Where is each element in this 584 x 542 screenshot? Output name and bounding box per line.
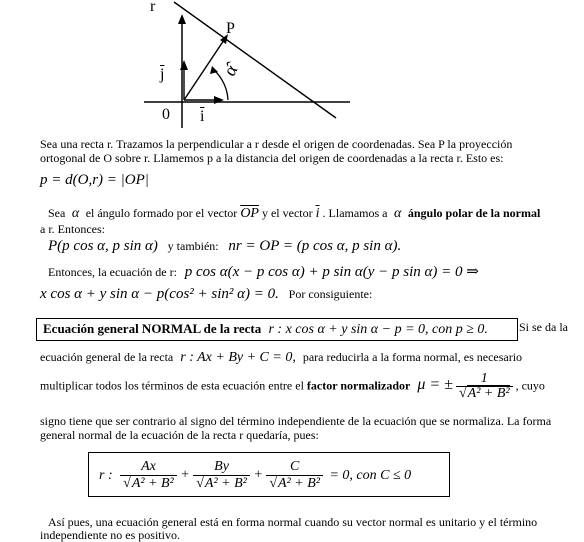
multiply-part1: multiplicar todos los términos de esta ecuación entre el (40, 378, 304, 393)
also-label: y también: (167, 239, 219, 253)
mu-denominator-radicand: A² + B² (467, 386, 510, 401)
final-num-2: By (193, 459, 250, 476)
polar-angle-term: ángulo polar de la normal (407, 206, 541, 220)
side-note-text: Si se da la (519, 320, 568, 334)
alpha-part1: Sea (48, 206, 66, 220)
alpha-symbol: α (68, 206, 83, 221)
vec-op: $\overline{OP}$ (240, 206, 259, 221)
mu-symbol: μ = ± (417, 376, 453, 394)
figure-label-origin: 0 (162, 106, 170, 123)
figure-label-r: r (150, 0, 156, 15)
mu-denominator: √A² + B² (458, 386, 510, 401)
eq-distance (40, 172, 149, 189)
final-frac-2 (193, 459, 250, 492)
alpha-symbol-2: α (390, 206, 405, 221)
eq-then-row (48, 262, 479, 281)
mu-numerator: 1 (456, 372, 513, 387)
general-part2: para reducirla a la forma normal, es necesario (302, 350, 523, 364)
normalizing-factor-term: factor normalizador (306, 378, 411, 393)
figure-label-i (200, 108, 204, 126)
alpha-para-line-1 (48, 206, 540, 221)
final-den-1-radicand: A² + B² (131, 476, 174, 491)
final-den-3: √A² + B² (269, 476, 320, 491)
final-den-2: √A² + B² (196, 476, 247, 491)
side-note (518, 320, 568, 334)
figure-j-text: $\overline{j}$ (160, 66, 165, 83)
eq-expanded-row (40, 286, 372, 303)
figure-label-j (160, 66, 164, 84)
intro-line-1: Sea una recta r. Trazamos la perpendicular a r desde el origen de coordenadas. Sea P la proyección (40, 137, 513, 151)
final-plus-1: + (180, 467, 190, 483)
final-suffix: = 0, con C ≤ 0 (329, 467, 412, 483)
sign-line-1: signo tiene que ser contrario al signo del término independiente de la ecuación que se normaliza. La forma (40, 414, 552, 428)
eq-normal: nr = OP = (p cos α, p sin α). (228, 238, 402, 254)
general-line (40, 350, 522, 365)
figure-label-alpha: α̂ (219, 61, 242, 80)
vec-i: $\overline{i}$ (315, 206, 320, 221)
closing-line-1: Así pues, una ecuación general está en forma normal cuando su vector normal es unitario y el término (48, 515, 538, 529)
final-frac-1 (120, 459, 177, 492)
sign-line-2: general normal de la ecuación de la recta r quedaría, pues: (40, 428, 319, 442)
final-num-1: Ax (120, 459, 177, 476)
intro-line-2: ortogonal de O sobre r. Llamemos p a la distancia del origen de coordenadas a la recta r. Esto es: (40, 151, 504, 165)
figure-label-P: P (226, 20, 235, 37)
final-equation-box (88, 452, 450, 497)
final-den-2-radicand: A² + B² (204, 476, 247, 491)
final-num-3: C (266, 459, 323, 476)
final-den-3-radicand: A² + B² (278, 476, 320, 491)
then-line: Entonces, la ecuación de r: (48, 265, 177, 279)
mu-fraction (456, 372, 513, 401)
closing-line-2: independiente no es positivo. (40, 528, 180, 542)
general-part1: ecuación general de la recta (40, 350, 174, 364)
alpha-para-line-2: a r. Entonces: (40, 222, 105, 236)
therefore-text: Por consiguiente: (288, 287, 373, 301)
general-eq: r : Ax + By + C = 0, (180, 350, 296, 365)
normal-equation-box (36, 318, 518, 341)
eq-point-row (48, 238, 401, 255)
multiply-line (40, 372, 545, 401)
alpha-part2: el ángulo formado por el vector (85, 206, 238, 220)
boxed-title: Ecuación general NORMAL de la recta (43, 321, 262, 336)
multiply-part2: , cuyo (515, 378, 545, 393)
final-prefix: r : (99, 467, 113, 483)
figure-i-text: $\overline{i}$ (200, 108, 205, 125)
eq-point: P(p cos α, p sin α) (48, 238, 158, 254)
eq-then: p cos α(x − p cos α) + p sin α(y − p sin α) = 0 ⇒ (184, 264, 479, 280)
alpha-part4: . Llamamos a (322, 206, 388, 220)
final-frac-3 (266, 459, 323, 492)
eq-distance-text: p = d(O,r) = |OP| (40, 172, 149, 188)
alpha-part3: y el vector (261, 206, 313, 220)
final-den-1: √A² + B² (123, 476, 174, 491)
final-plus-2: + (253, 467, 263, 483)
boxed-eq: r : x cos α + y sin α − p = 0, con p ≥ 0. (268, 322, 488, 337)
eq-expanded: x cos α + y sin α − p(cos² + sin² α) = 0. (40, 286, 279, 302)
